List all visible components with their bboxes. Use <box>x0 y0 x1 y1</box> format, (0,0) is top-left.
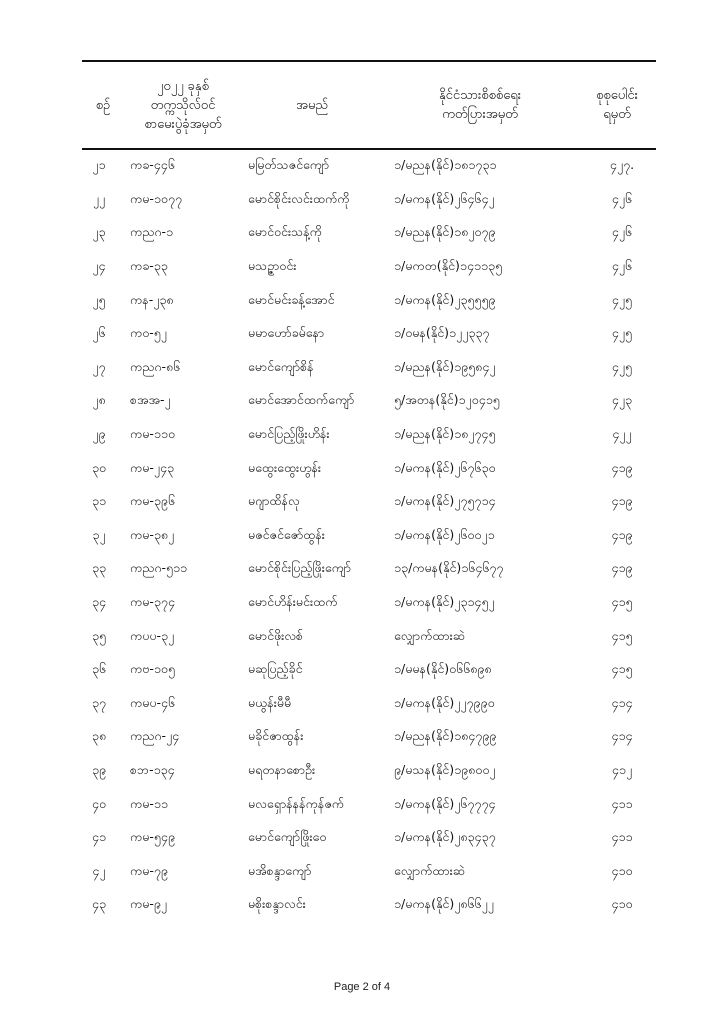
table-row <box>82 452 656 486</box>
nrc-number-cell: ၁/မကန(နိုင်)၂၂၇၉၉၀ <box>394 694 495 710</box>
student-name-cell: မောင်ဟိန်းမင်းထက် <box>248 594 338 610</box>
total-marks-cell: ၄၂၆ <box>611 258 633 274</box>
total-marks-cell: ၄၁၅ <box>611 661 633 677</box>
student-name-cell: မခိုင်ဇာထွန်း <box>248 728 304 744</box>
serial-no-cell: ၃၅ <box>91 627 107 643</box>
serial-no-cell: ၄၁ <box>91 829 107 845</box>
nrc-number-cell: ၁/မမန(နိုင်)၀၆၆၈၉၈ <box>394 661 492 677</box>
table-row <box>82 217 656 251</box>
total-marks-cell: ၄၁၅ <box>611 594 633 610</box>
nrc-number-cell: ၁/မကန(နိုင်)၂၆၄၆၄၂ <box>394 190 495 206</box>
table-row <box>82 654 656 688</box>
table-row <box>82 419 656 453</box>
student-name-cell: မောင်ဝင်းသန့်ကို <box>248 224 322 240</box>
nrc-number-cell: ၁/မကန(နိုင်)၂၇၅၇၁၄ <box>394 493 496 509</box>
student-name-cell: မောင်စိုင်းပြည့်ဖြိုးကျော် <box>248 560 352 576</box>
student-name-cell: မောင်စိုင်းလင်းထက်ကို <box>248 190 350 206</box>
roll-number-cell: ကမ-၃၉၆ <box>130 493 175 509</box>
nrc-number-cell: ၁၃/ကမန(နိုင်)၁၆၄၆၇၇ <box>394 560 504 576</box>
student-name-cell: မမြတ်သဇင်ကျော် <box>248 157 330 173</box>
student-name-cell: မောင်ကျော်ဖြိုးဝေ <box>248 829 327 845</box>
table-row <box>82 755 656 789</box>
table-header <box>82 61 656 149</box>
student-name-cell: မောင်ဖိုးလစ် <box>248 627 304 643</box>
roll-number-cell: စအအ-၂ <box>130 392 171 408</box>
student-name-cell: မရတနာစောဦး <box>248 761 316 777</box>
serial-no-cell: ၂၁ <box>92 157 106 173</box>
serial-no-cell: ၃၉ <box>91 761 107 777</box>
nrc-number-cell: ၁/မကတ(နိုင်)၁၄၁၁၃၅ <box>394 258 503 274</box>
table-row <box>82 318 656 352</box>
table-row <box>82 688 656 722</box>
serial-no-cell: ၄၂ <box>92 862 106 878</box>
serial-no-cell: ၃၀ <box>91 459 107 475</box>
header-serial-no-text: စဉ် <box>95 97 111 113</box>
table-row <box>82 620 656 654</box>
nrc-number-cell: လျှောက်ထားဆဲ <box>394 627 465 643</box>
total-marks-cell: ၄၁၁ <box>611 829 633 845</box>
total-marks-cell: ၄၂၆ <box>611 224 633 240</box>
total-marks-cell: ၄၂၂ <box>612 426 632 442</box>
nrc-number-cell: ၁/မညန(နိုင်)၁၈၂၇၄၅ <box>394 426 496 442</box>
serial-no-cell: ၃၃ <box>91 560 107 576</box>
header-name-text: အမည် <box>296 97 328 113</box>
total-marks-cell: ၄၁၁ <box>611 795 633 811</box>
roll-number-cell: ကမ-၅၄၉ <box>130 829 175 845</box>
results-table <box>82 60 656 923</box>
nrc-number-cell: လျှောက်ထားဆဲ <box>394 862 465 878</box>
roll-number-cell: ကမ-၁၀၇၇ <box>130 190 183 206</box>
roll-number-cell: ကညဂ-၈၆ <box>130 358 181 374</box>
total-marks-cell: ၄၂၃ <box>611 392 633 408</box>
header-roll-line-1: ၂၀၂၂ ခုနှစ် <box>157 78 209 94</box>
roll-number-cell: ကမ-၇၉ <box>130 862 168 878</box>
header-name <box>242 61 382 149</box>
serial-no-cell: ၃၄ <box>91 594 107 610</box>
header-serial-no <box>82 61 124 149</box>
page-number: Page 2 of 4 <box>333 981 391 993</box>
student-name-cell: မောင်မင်းခန့်အောင် <box>248 291 335 307</box>
student-name-cell: မအိစန္ဒာကျော် <box>248 862 312 878</box>
total-marks-cell: ၄၂၇. <box>609 157 635 173</box>
serial-no-cell: ၃၁ <box>91 493 107 509</box>
header-nrc <box>382 61 578 149</box>
header-nrc-line-2: ကတ်ပြားအမှတ် <box>442 107 518 122</box>
total-marks-cell: ၄၁၂ <box>611 761 633 777</box>
serial-no-cell: ၄၃ <box>91 896 107 912</box>
table-row <box>82 385 656 419</box>
total-marks-cell: ၄၂၆ <box>611 190 633 206</box>
roll-number-cell: ကပပ-၃၂ <box>130 627 175 643</box>
serial-no-cell: ၃၂ <box>92 526 106 542</box>
roll-number-cell: ကမ-၁၁၀ <box>130 426 175 442</box>
serial-no-cell: ၂၆ <box>92 325 106 341</box>
student-name-cell: မဂျာထိန်လု <box>248 493 300 509</box>
student-name-cell: မဇင်ဇင်ဇော်ထွန်း <box>248 526 325 542</box>
roll-number-cell: ကန-၂၃၈ <box>130 291 174 307</box>
nrc-number-cell: ၁/မကန(နိုင်)၂၈၆၆၂၂ <box>394 896 494 912</box>
roll-number-cell: ကညဂ-၅၁၁ <box>130 560 188 576</box>
table-row <box>82 184 656 218</box>
header-total-line-1: စုစုပေါင်း <box>596 88 638 103</box>
roll-number-cell: ကမ-၃၇၄ <box>130 594 175 610</box>
roll-number-cell: စဘ-၁၃၄ <box>130 761 175 777</box>
serial-no-cell: ၃၈ <box>91 728 107 744</box>
nrc-number-cell: ၁/မကန(နိုင်)၂၆၇၇၇၄ <box>394 795 496 811</box>
serial-no-cell: ၂၇ <box>92 358 106 374</box>
header-row <box>82 61 656 149</box>
total-marks-cell: ၄၂၅ <box>611 325 633 341</box>
roll-number-cell: ကမ-၁၁ <box>130 795 168 811</box>
roll-number-cell: ကခ-၄၄၆ <box>130 157 175 173</box>
total-marks-cell: ၄၁၉ <box>611 493 633 509</box>
nrc-number-cell: ၁/မညန(နိုင်)၁၈၄၇၉၉ <box>394 728 497 744</box>
total-marks-cell: ၄၁၀ <box>611 862 633 878</box>
total-marks-cell: ၄၁၅ <box>611 627 633 643</box>
table-row <box>82 855 656 889</box>
student-name-cell: မစိုးစန္ဒာလင်း <box>248 896 306 912</box>
header-nrc-line-1: နိုင်ငံသားစိစစ်ရေး <box>438 88 522 103</box>
table-row <box>82 788 656 822</box>
nrc-number-cell: ၁/မကန(နိုင်)၂၃၁၄၅၂ <box>394 594 495 610</box>
table-row <box>82 352 656 386</box>
header-total-line-2: ရမှတ် <box>603 107 631 122</box>
roll-number-cell: ကမပ-၄၆ <box>130 694 176 710</box>
student-name-cell: မမာဟော်ခမ်နော <box>248 325 325 341</box>
table-row <box>82 889 656 923</box>
roll-number-cell: ကဝ-၅၂ <box>130 325 167 341</box>
nrc-number-cell: ၅/အတန(နိုင်)၁၂၀၄၁၅ <box>394 392 500 408</box>
table-row <box>82 149 656 184</box>
serial-no-cell: ၄၀ <box>91 795 107 811</box>
serial-no-cell: ၃၇ <box>91 694 107 710</box>
table-row <box>82 721 656 755</box>
total-marks-cell: ၄၁၀ <box>611 896 633 912</box>
nrc-number-cell: ၁/မကန(နိုင်)၂၆၀၀၂၁ <box>394 526 495 542</box>
serial-no-cell: ၂၃ <box>92 224 106 240</box>
roll-number-cell: ကမ-၂၄၃ <box>130 459 175 475</box>
serial-no-cell: ၂၈ <box>92 392 106 408</box>
student-name-cell: မလရှောန်နန်ကုန်ဇက် <box>248 795 344 811</box>
roll-number-cell: ကမ-၉၂ <box>130 896 168 912</box>
roll-number-cell: ကညဂ-၂၄ <box>130 728 180 744</box>
nrc-number-cell: ၁/မကန(နိုင်)၂၃၅၅၅၉ <box>394 291 496 307</box>
total-marks-cell: ၄၁၄ <box>611 694 633 710</box>
total-marks-cell: ၄၁၉ <box>611 459 633 475</box>
serial-no-cell: ၂၄ <box>92 258 106 274</box>
nrc-number-cell: ၁/မကန(နိုင်)၂၈၃၄၃၇ <box>394 829 496 845</box>
student-name-cell: မဆုပြည့်ခိုင် <box>248 661 303 677</box>
student-name-cell: မောင်အောင်ထက်ကျော် <box>248 392 355 408</box>
roll-number-cell: ကညဂ-၁ <box>130 224 173 240</box>
student-name-cell: မယွန်းမီမီ <box>248 694 292 710</box>
table-row <box>82 587 656 621</box>
table-row <box>82 520 656 554</box>
header-roll-line-3: စာမေးပွဲခုံအမှတ် <box>144 116 222 132</box>
student-name-cell: မထွေးထွေးဟွန်း <box>248 459 322 475</box>
nrc-number-cell: ၁/မညန(နိုင်)၁၈၂၀၇၉ <box>394 224 496 240</box>
student-name-cell: မောင်ကျော်စိန် <box>248 358 314 374</box>
table-row <box>82 251 656 285</box>
roll-number-cell: ကခ-၃၃ <box>130 258 168 274</box>
table-row <box>82 486 656 520</box>
table-body <box>82 149 656 923</box>
header-roll-number <box>124 61 242 149</box>
header-total-marks <box>578 61 656 149</box>
student-name-cell: မသဉ္ဇာဝင်း <box>248 258 297 274</box>
roll-number-cell: ကဗ-၁၀၅ <box>130 661 175 677</box>
table-row <box>82 553 656 587</box>
nrc-number-cell: ၁/မညန(နိုင်)၁၉၅၈၄၂ <box>394 358 496 374</box>
serial-no-cell: ၃၆ <box>91 661 107 677</box>
nrc-number-cell: ၉/မသန(နိုင်)၁၉၈၀၀၂ <box>394 761 496 777</box>
nrc-number-cell: ၁/မကန(နိုင်)၂၆၇၆၃၀ <box>394 459 496 475</box>
student-name-cell: မောင်ပြည့်ဖြိုးဟိန်း <box>248 426 330 442</box>
total-marks-cell: ၄၂၅ <box>611 358 633 374</box>
serial-no-cell: ၂၂ <box>92 190 106 206</box>
roll-number-cell: ကမ-၃၈၂ <box>130 526 175 542</box>
table-row <box>82 284 656 318</box>
table-row <box>82 822 656 856</box>
header-roll-line-2: တက္ကသိုလ်ဝင် <box>150 97 216 113</box>
nrc-number-cell: ၁/ဝမန(နိုင်)၁၂၂၃၃၇ <box>394 325 490 341</box>
serial-no-cell: ၂၉ <box>92 426 106 442</box>
total-marks-cell: ၄၁၉ <box>611 560 633 576</box>
serial-no-cell: ၂၅ <box>92 291 106 307</box>
total-marks-cell: ၄၂၅ <box>611 291 633 307</box>
nrc-number-cell: ၁/မညန(နိုင်)၁၈၁၇၃၁ <box>394 157 497 173</box>
total-marks-cell: ၄၁၄ <box>611 728 633 744</box>
total-marks-cell: ၄၁၉ <box>611 526 633 542</box>
